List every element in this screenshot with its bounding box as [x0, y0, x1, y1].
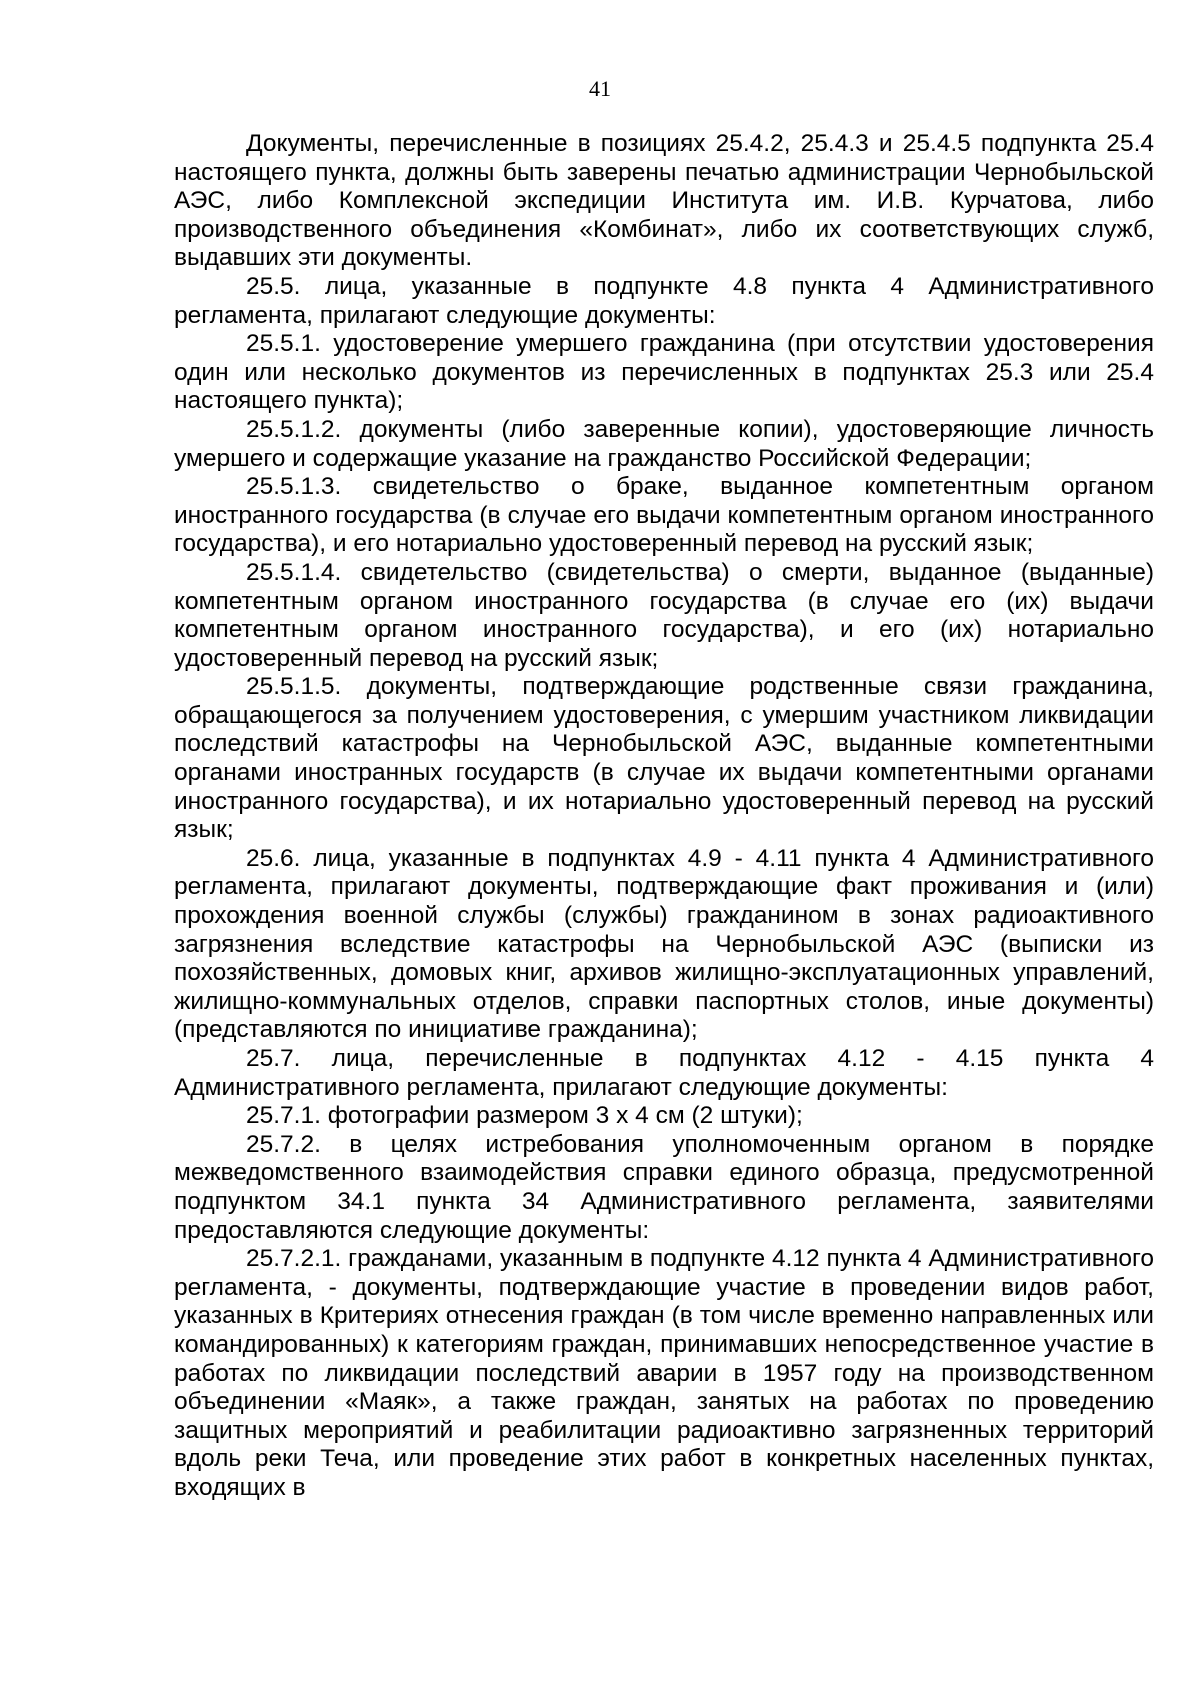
paragraph-25-7-2: 25.7.2. в целях истребования уполномоченным органом в порядке межведомственного взаимодействия справки единого образца, предусмотренной подпунктом 34.1 пункта 34 Административного регламента, заявителями предоставляются следующие документы: — [174, 1130, 1154, 1244]
paragraph-documents-certification: Документы, перечисленные в позициях 25.4.2, 25.4.3 и 25.4.5 подпункта 25.4 настоящего пункта, должны быть заверены печатью администрации Чернобыльской АЭС, либо Комплексной экспедиции Института им. И.В. Курчатова, либо производственного объединения «Комбинат», либо их соответствующих служб, выдавших эти документы. — [174, 130, 1154, 272]
page-number: 41 — [589, 76, 611, 101]
paragraph-25-7: 25.7. лица, перечисленные в подпунктах 4.12 - 4.15 пункта 4 Административного регламента, прилагают следующие документы: — [174, 1045, 1154, 1101]
paragraph-25-7-1: 25.7.1. фотографии размером 3 х 4 см (2 штуки); — [246, 1102, 803, 1130]
paragraph-25-5-1: 25.5.1. удостоверение умершего гражданина (при отсутствии удостоверения один или несколько документов из перечисленных в подпунктах 25.3 или 25.4 настоящего пункта); — [174, 330, 1154, 415]
paragraph-25-6: 25.6. лица, указанные в подпунктах 4.9 - 4.11 пункта 4 Административного регламента, прилагают документы, подтверждающие факт проживания и (или) прохождения военной службы (службы) гражданином в зонах радиоактивного загрязнения вследствие катастрофы на Чернобыльской АЭС (выписки из похозяйственных, домовых книг, архивов жилищно-эксплуатационных управлений, жилищно-коммунальных отделов, справки паспортных столов, иные документы) (представляются по инициативе гражданина); — [174, 844, 1154, 1044]
paragraph-25-5: 25.5. лица, указанные в подпункте 4.8 пункта 4 Административного регламента, прилагают следующие документы: — [174, 272, 1154, 329]
paragraph-25-5-1-2: 25.5.1.2. документы (либо заверенные копии), удостоверяющие личность умершего и содержащие указание на гражданство Российской Федерации; — [174, 415, 1154, 472]
document-body — [174, 130, 1154, 1503]
paragraph-25-7-2-1: 25.7.2.1. гражданами, указанным в подпункте 4.12 пункта 4 Административного регламента, - документы, подтверждающие участие в проведении видов работ, указанных в Критериях отнесения граждан (в том числе временно направленных или командированных) к категориям граждан, принимавших непосредственное участие в работах по ликвидации последствий аварии в 1957 году на производственном объединении «Маяк», а также граждан, занятых на работах по проведению защитных мероприятий и реабилитации радиоактивно загрязненных территорий вдоль реки Теча, или проведение этих работ в конкретных населенных пунктах, входящих в — [174, 1245, 1154, 1501]
paragraph-25-5-1-5: 25.5.1.5. документы, подтверждающие родственные связи гражданина, обращающегося за получением удостоверения, с умершим участником ликвидации последствий катастрофы на Чернобыльской АЭС, выданные компетентными органами иностранных государств (в случае их выдачи компетентными органами иностранного государства), и их нотариально удостоверенный перевод на русский язык; — [174, 673, 1154, 844]
paragraph-25-5-1-4: 25.5.1.4. свидетельство (свидетельства) о смерти, выданное (выданные) компетентным органом иностранного государства (в случае его (их) выдачи компетентным органом иностранного государства), и его (их) нотариально удостоверенный перевод на русский язык; — [174, 558, 1154, 672]
paragraph-25-5-1-3: 25.5.1.3. свидетельство о браке, выданное компетентным органом иностранного государства (в случае его выдачи компетентным органом иностранного государства), и его нотариально удостоверенный перевод на русский язык; — [174, 473, 1154, 558]
